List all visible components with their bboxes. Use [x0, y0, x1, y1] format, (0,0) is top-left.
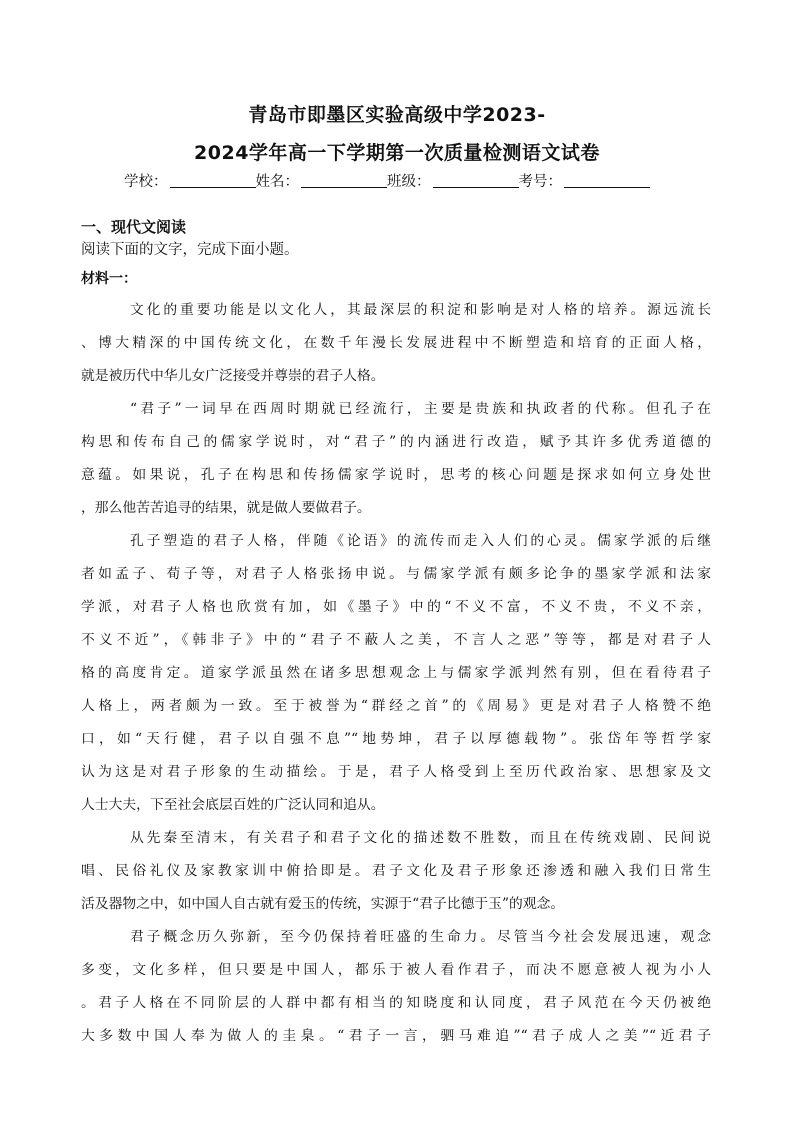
text-line: “君子”一词早在西周时期就已经流行，主要是贵族和执政者的代称。但孔子在	[130, 401, 711, 417]
text-line: 者如孟子、荀子等，对君子人格张扬申说。与儒家学派有颇多论争的墨家学派和法家	[81, 566, 711, 582]
text-line: 君子概念历久弥新，至今仍保持着旺盛的生命力。尽管当今社会发展迅速，观念	[130, 929, 711, 945]
text-line: ，那么他苦苦追寻的结果，就是做人要做君子。	[81, 500, 371, 516]
text-line: 大多数中国人奉为做人的圭臬。“君子一言，驷马难追”“君子成人之美”“近君子	[81, 1028, 711, 1044]
class-label: 班级：	[387, 174, 431, 190]
exam-number-blank	[564, 186, 650, 188]
class-field	[387, 170, 519, 191]
text-line: 就是被历代中华儿女广泛接受并尊崇的君子人格。	[81, 368, 385, 384]
text-line: 多变，文化多样，但只要是中国人，都乐于被人看作君子，而决不愿意被人视为小人	[81, 962, 711, 978]
text-line: 、博大精深的中国传统文化，在数千年漫长发展进程中不断塑造和培育的正面人格，	[81, 335, 711, 351]
school-label: 学校：	[124, 174, 168, 190]
name-blank	[301, 186, 387, 188]
text-line: 活及器物之中，如中国人自古就有爱玉的传统，实源于“君子比德于玉”的观念。	[81, 896, 565, 912]
name-label: 姓名：	[255, 174, 299, 190]
text-line: 孔子塑造的君子人格，伴随《论语》的流传而走入人们的心灵。儒家学派的后继	[130, 533, 711, 549]
material-label: 材料一：	[81, 271, 137, 287]
exam-number-field	[519, 170, 651, 191]
text-line: 学派，对君子人格也欣赏有加，如《墨子》中的“不义不富，不义不贵，不义不亲，	[81, 599, 711, 615]
name-field	[256, 170, 388, 191]
text-line: 格的高度肯定。道家学派虽然在诸多思想观念上与儒家学派判然有别，但在看待君子	[81, 665, 711, 681]
text-line: 口，如“天行健，君子以自强不息”“地势坤，君子以厚德载物”。张岱年等哲学家	[81, 731, 711, 747]
text-line: 从先秦至清末，有关君子和君子文化的描述数不胜数，而且在传统戏剧、民间说	[130, 830, 711, 846]
exam-title-line-2: 2024学年高一下学期第一次质量检测语文试卷	[194, 142, 600, 164]
text-line: 。君子人格在不同阶层的人群中都有相当的知晓度和认同度，君子风范在今天仍被绝	[81, 995, 711, 1011]
text-line: 人士大夫，下至社会底层百姓的广泛认同和追从。	[81, 797, 385, 813]
exam-number-label: 考号：	[518, 174, 562, 190]
text-line: 不义不近”，《韩非子》中的“君子不蔽人之美，不言人之恶”等等，都是对君子人	[81, 632, 711, 648]
text-line: 意蕴。如果说，孔子在构思和传扬儒家学说时，思考的核心问题是探求如何立身处世	[81, 467, 711, 483]
text-line: 构思和传布自己的儒家学说时，对“君子”的内涵进行改造，赋予其许多优秀道德的	[81, 434, 711, 450]
class-blank	[433, 186, 519, 188]
text-line: 文化的重要功能是以文化人，其最深层的积淀和影响是对人格的培养。源远流长	[130, 302, 711, 318]
text-line: 唱、民俗礼仪及家教家训中俯拾即是。君子文化及君子形象还渗透和融入我们日常生	[81, 863, 711, 879]
student-info-row	[124, 170, 650, 191]
school-field	[124, 170, 256, 191]
section-heading: 一、现代文阅读	[81, 218, 187, 236]
exam-title-line-1: 青岛市即墨区实验高级中学2023-	[248, 104, 546, 126]
text-line: 认为这是对君子形象的生动描绘。于是，君子人格受到上至历代政治家、思想家及文	[81, 764, 711, 780]
section-instruction: 阅读下面的文字，完成下面小题。	[81, 242, 299, 258]
school-blank	[170, 186, 256, 188]
text-line: 人格上，两者颇为一致。至于被誉为“群经之首”的《周易》更是对君子人格赞不绝	[81, 698, 711, 714]
